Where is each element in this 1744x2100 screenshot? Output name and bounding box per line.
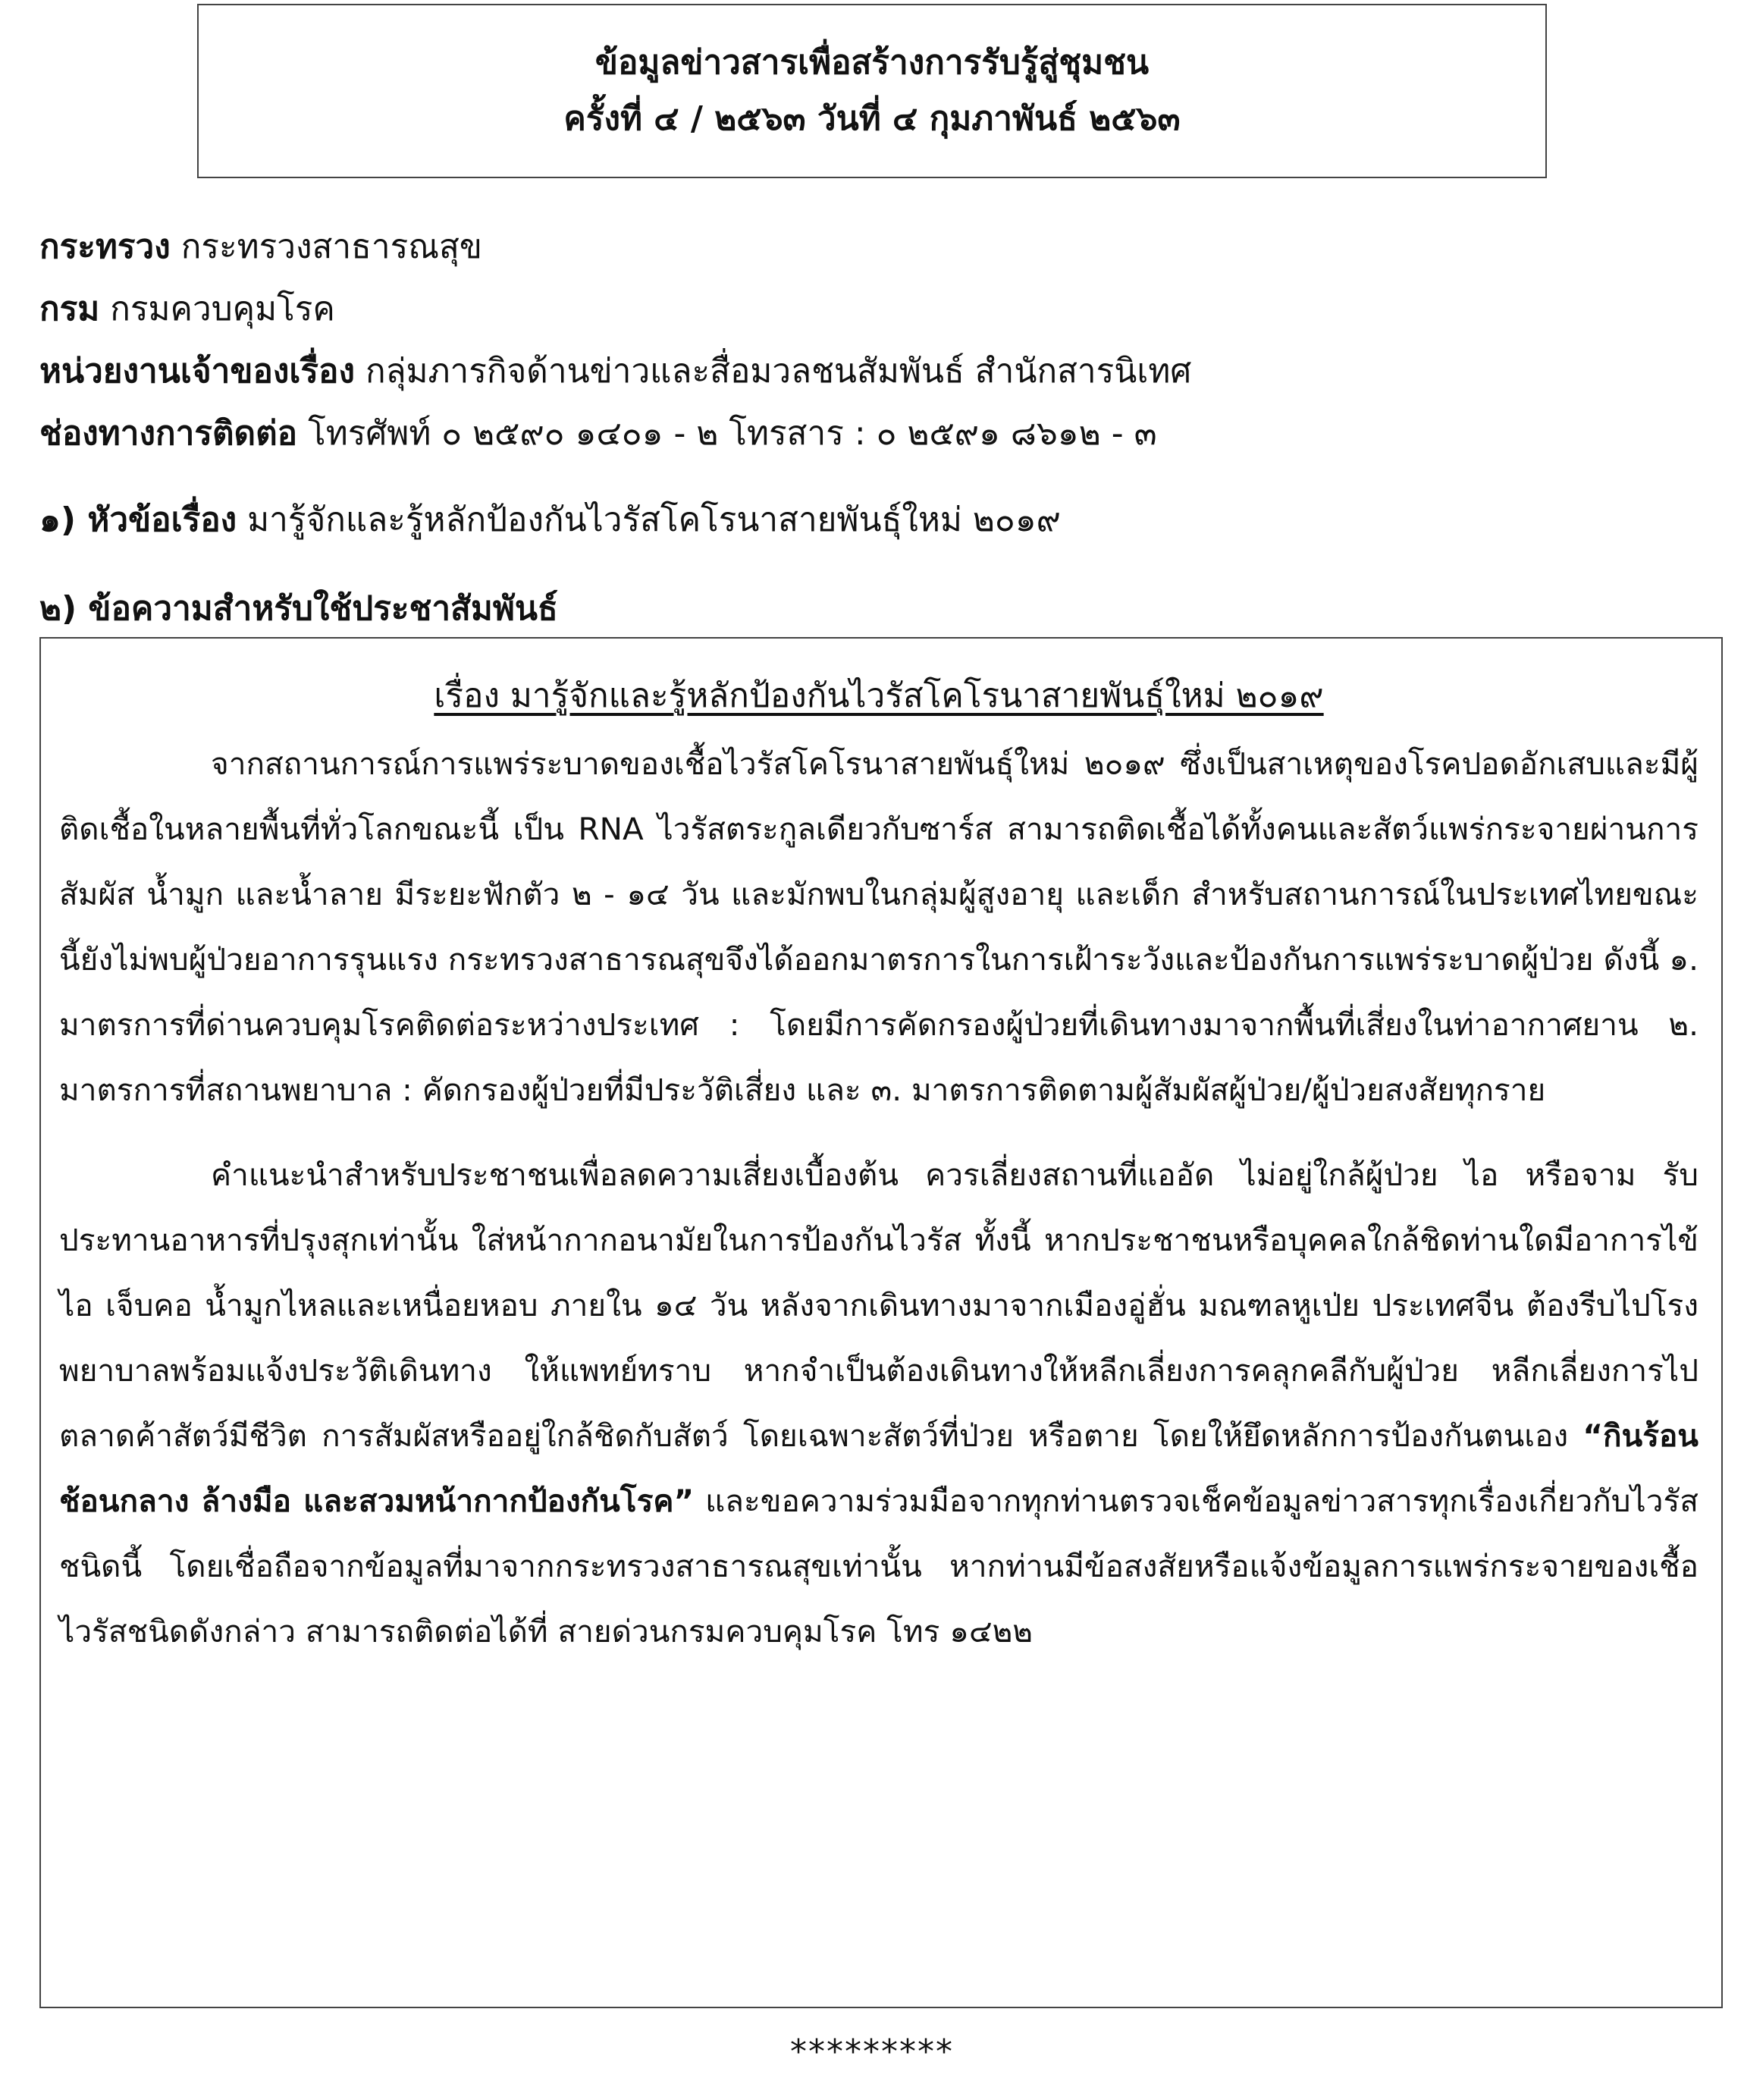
owner-value: กลุ่มภารกิจด้านข่าวและสื่อมวลชนสัมพันธ์ สำนักสารนิเทศ <box>365 352 1192 391</box>
footer-separator: ********* <box>790 2033 954 2071</box>
ministry-value: กระทรวงสาธารณสุข <box>180 228 482 266</box>
contact-label: ช่องทางการติดต่อ <box>39 414 298 453</box>
pr-message-box <box>39 637 1723 2008</box>
header-issue-date: ครั้งที่ ๔ / ๒๕๖๓ วันที่ ๔ กุมภาพันธ์ ๒๕๖๓ <box>563 99 1181 138</box>
paragraph2-before: คำแนะนำสำหรับประชาชนเพื่อลดความเสี่ยงเบื้องต้น ควรเลี่ยงสถานที่แออัด ไม่อยู่ใกล้ผู้ป่วย ไอ หรือจาม รับประทานอาหารที่ปรุงสุกเท่านั้น ใส่หน้ากากอนามัยในการป้องกันไวรัส ทั้งนี้ หากประชาชนหรือบุคคลใกล้ชิดท่านใดมีอาการไข้ ไอ เจ็บคอ น้ำมูกไหลและเหนื่อยหอบ ภายใน ๑๔ วัน หลังจากเดินทางมาจากเมืองอู่ฮั่น มณฑลหูเป่ย ประเทศจีน ต้องรีบไปโรงพยาบาลพร้อมแจ้งประวัติเดินทาง ให้แพทย์ทราบ หากจำเป็นต้องเดินทางให้หลีกเลี่ยงการคลุกคลีกับผู้ป่วย หลีกเลี่ยงการไปตลาดค้าสัตว์มีชีวิต การสัมผัสหรืออยู่ใกล้ชิดกับสัตว์ โดยเฉพาะสัตว์ที่ป่วย หรือตาย โดยให้ยึดหลักการป้องกันตนเอง <box>59 1157 1699 1454</box>
info-owner <box>39 341 1708 403</box>
info-department <box>39 278 1708 341</box>
message-paragraph-1: จากสถานการณ์การแพร่ระบาดของเชื้อไวรัสโคโรนาสายพันธุ์ใหม่ ๒๐๑๙ ซึ่งเป็นสาเหตุของโรคปอดอักเสบและมีผู้ติดเชื้อในหลายพื้นที่ทั่วโลกขณะนี้ เป็น RNA ไวรัสตระกูลเดียวกับซาร์ส สามารถติดเชื้อได้ทั้งคนและสัตว์แพร่กระจายผ่านการสัมผัส น้ำมูก และน้ำลาย มีระยะฟักตัว ๒ - ๑๔ วัน และมักพบในกลุ่มผู้สูงอายุ และเด็ก สำหรับสถานการณ์ในประเทศไทยขณะนี้ยังไม่พบผู้ป่วยอาการรุนแรง กระทรวงสาธารณสุขจึงได้ออกมาตรการในการเฝ้าระวังและป้องกันการแพร่ระบาดผู้ป่วย ดังนี้ ๑. มาตรการที่ด่านควบคุมโรคติดต่อระหว่างประเทศ : โดยมีการคัดกรองผู้ป่วยที่เดินทางมาจากพื้นที่เสี่ยงในท่าอากาศยาน ๒. มาตรการที่สถานพยาบาล : คัดกรองผู้ป่วยที่มีประวัติเสี่ยง และ ๓. มาตรการติดตามผู้สัมผัสผู้ป่วย/ผู้ป่วยสงสัยทุกราย <box>59 746 1699 1108</box>
section2-heading: ๒) ข้อความสำหรับใช้ประชาสัมพันธ์ <box>39 589 558 628</box>
header-title: ข้อมูลข่าวสารเพื่อสร้างการรับรู้สู่ชุมชน <box>594 43 1150 82</box>
paragraph2-after: และขอความร่วมมือจากทุกท่านตรวจเช็คข้อมูลข่าวสารทุกเรื่องเกี่ยวกับไวรัสชนิดนี้ โดยเชื่อถือจากข้อมูลที่มาจากกระทรวงสาธารณสุขเท่านั้น หากท่านมีข้อสงสัยหรือแจ้งข้อมูลการแพร่กระจายของเชื้อไวรัสชนิดดังกล่าว สามารถติดต่อได้ที่ สายด่วนกรมควบคุมโรค โทร ๑๔๒๒ <box>59 1483 1699 1650</box>
document-header-box <box>197 4 1547 178</box>
department-label: กรม <box>39 290 100 328</box>
info-ministry <box>39 216 1708 278</box>
topic-line <box>39 489 1061 551</box>
message-paragraph-2 <box>59 1142 1699 1664</box>
info-block <box>39 216 1708 465</box>
topic-value: มารู้จักและรู้หลักป้องกันไวรัสโคโรนาสายพันธุ์ใหม่ ๒๐๑๙ <box>247 501 1061 539</box>
department-value: กรมควบคุมโรค <box>110 290 335 328</box>
topic-label: ๑) หัวข้อเรื่อง <box>39 501 237 539</box>
owner-label: หน่วยงานเจ้าของเรื่อง <box>39 352 355 391</box>
prevention-slogan: “กินร้อน ช้อนกลาง ล้างมือ และสวมหน้ากากป้องกันโรค” <box>59 1417 1699 1519</box>
message-title: เรื่อง มารู้จักและรู้หลักป้องกันไวรัสโคโรนาสายพันธุ์ใหม่ ๒๐๑๙ <box>434 676 1324 715</box>
info-contact <box>39 403 1708 465</box>
contact-value: โทรศัพท์ ๐ ๒๕๙๐ ๑๔๐๑ - ๒ โทรสาร : ๐ ๒๕๙๑ ๘๖๑๒ - ๓ <box>308 414 1157 453</box>
ministry-label: กระทรวง <box>39 228 171 266</box>
